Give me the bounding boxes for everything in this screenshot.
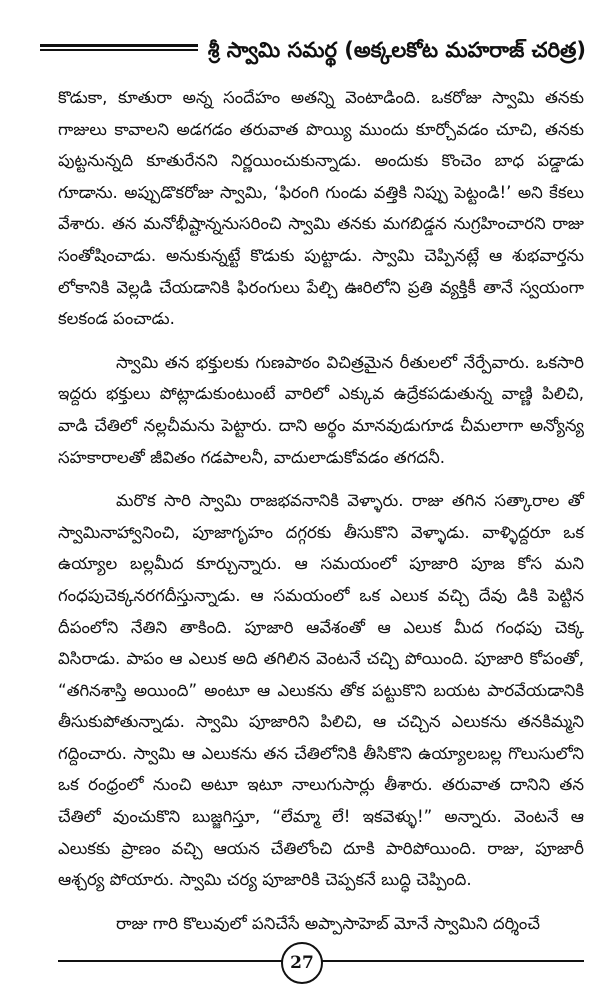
paragraph-3: మరొక సారి స్వామి రాజభవనానికి వెళ్ళారు. రాజు తగిన సత్కారాల తో స్వామినాహ్వానించి, పూజాగృహం దగ్గరకు తీసుకొని వెళ్ళాడు. వాళ్ళిద్దరూ ఒక ఉయ్యాల బల్లమీద కూర్చున్నారు. ఆ సమయంలో పూజారి పూజ కోస మని గంధపుచెక్కనరగదీస్తున్నాడు. ఆ సమయంలో ఒక ఎలుక వచ్చి దేవు డికి పెట్టిన దీపంలోని నేతిని తాకింది. పూజారి ఆవేశంతో ఆ ఎలుక మీద గంధపు చెక్క విసిరాడు. పాపం ఆ ఎలుక అది తగిలిన వెంటనే చచ్చి పోయింది. పూజారి కోపంతో, “తగినశాస్తి అయింది” అంటూ ఆ ఎలుకను తోక పట్టుకొని బయట పారవేయడానికి తీసుకుపోతున్నాడు. స్వామి పూజారిని పిలిచి, ఆ చచ్చిన ఎలుకను తనకిమ్మని గద్దించారు. స్వామి ఆ ఎలుకను తన చేతిలోనికి తీసికొని ఉయ్యాలబల్ల గొలుసులోని ఒక రంధ్రంలో నుంచి అటూ ఇటూ నాలుగుసార్లు తీశారు. తరువాత దానిని తన చేతిలో వుంచుకొని బుజ్జగిస్తూ, “లేమ్మా లే! ఇకవెళ్ళు!” అన్నారు. వెంటనే ఆ ఎలుకకు ప్రాణం వచ్చి ఆయన చేతిలోంచి దూకి పారిపోయింది. రాజు, పూజారీ ఆశ్చర్య పోయారు. స్వామి చర్య పూజారికి చెప్పకనే బుద్ధి చెప్పింది. [58, 491, 584, 890]
paragraph-1: కొడుకా, కూతురా అన్న సందేహం అతన్ని వెంటాడింది. ఒకరోజు స్వామి తనకు గాజులు కావాలని అడగడం తరువాత పొయ్యి ముందు కూర్చోవడం చూచి, తనకు పుట్టనున్నది కూతురేనని నిర్ణయించుకున్నాడు. అందుకు కొంచెం బాధ పడ్డాడు గూడాను. అప్పుడొకరోజు స్వామి, ‘ఫిరంగి గుండు వత్తికి నిప్పు పెట్టండి!’ అని కేకలు వేశారు. తన మనోభీష్టాన్ననుసరించి స్వామి తనకు మగబిడ్డన నుగ్రహించారని రాజు సంతోషించాడు. అనుకున్నట్టే కొడుకు పుట్టాడు. స్వామి చెప్పినట్లే ఆ శుభవార్తను లోకానికి వెల్లడి చేయడానికి ఫిరంగులు పేల్చి ఊరిలోని ప్రతి వ్యక్తికీ తానే స్వయంగా కలకండ పంచాడు. [58, 88, 584, 329]
page-body [58, 82, 584, 939]
header-title: శ్రీ స్వామి సమర్థ (అక్కలకోట మహరాజ్ చరిత్ర) [198, 30, 586, 70]
page-number: 27 [281, 942, 323, 984]
page-footer [0, 942, 600, 988]
paragraph-2: స్వామి తన భక్తులకు గుణపాఠం విచిత్రమైన రీతులలో నేర్పేవారు. ఒకసారి ఇద్దరు భక్తులు పోట్లాడుకుంటుంటే వారిలో ఎక్కువ ఉద్రేకపడుతున్న వాణ్ణి పిలిచి, వాడి చేతిలో నల్లచీమను పెట్టారు. దాని అర్థం మానవుడుగూడ చీమలాగా అన్యోన్య సహకారాలతో జీవితం గడపాలనీ, వాదులాడుకోవడం తగదనీ. [58, 352, 584, 467]
paragraph-4: రాజు గారి కొలువులో పనిచేసే అప్పాసాహెబ్ మోనే స్వామిని దర్శించే [116, 913, 540, 933]
running-header [40, 30, 586, 76]
